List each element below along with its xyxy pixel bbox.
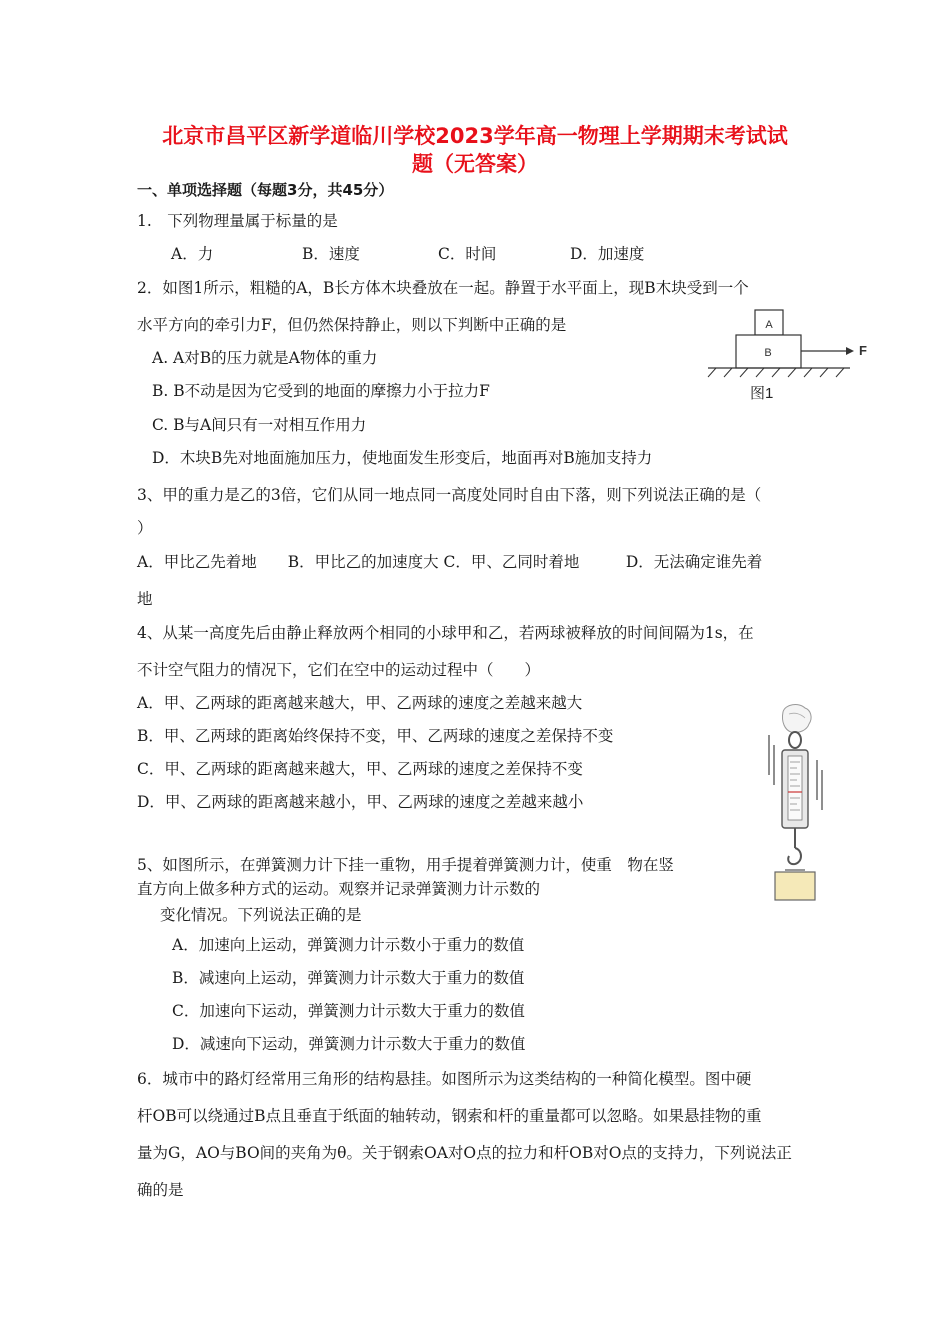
q3-stem-line1: 3、甲的重力是乙的3倍，它们从同一地点同一高度处同时自由下落，则下列说法正确的是（	[137, 486, 762, 504]
q3-stem-line2: ）	[137, 519, 153, 537]
q1-option-c: C．时间	[438, 245, 497, 263]
q2-option-d: D．木块B先对地面施加压力，使地面发生形变后，地面再对B施加支持力	[152, 449, 653, 467]
q4-option-b: B．甲、乙两球的距离始终保持不变，甲、乙两球的速度之差保持不变	[137, 727, 614, 745]
spring-scale-figure	[755, 700, 845, 905]
q6-stem-line1: 6．城市中的路灯经常用三角形的结构悬挂。如图所示为这类结构的一种简化模型。图中硬	[137, 1070, 752, 1088]
q5-stem-line3: 变化情况。下列说法正确的是	[160, 906, 362, 924]
section-heading: 一、单项选择题（每题3分，共45分）	[137, 181, 394, 199]
q2-stem-line1: 2．如图1所示，粗糙的A，B长方体木块叠放在一起。静置于水平面上，现B木块受到一个	[137, 279, 749, 297]
figure-1-caption: 图1	[750, 385, 774, 402]
q5-stem-line2: 直方向上做多种方式的运动。观察并记录弹簧测力计示数的	[137, 880, 541, 898]
q6-stem-line3: 量为G，AO与BO间的夹角为θ。关于钢索OA对O点的拉力和杆OB对O点的支持力，下列说法正	[137, 1144, 792, 1162]
q2-stem-line2: 水平方向的牵引力F，但仍然保持静止，则以下判断中正确的是	[137, 316, 567, 334]
q3-options-cont: 地	[137, 590, 153, 608]
q2-option-a: A. A对B的压力就是A物体的重力	[152, 349, 378, 367]
q6-stem-line2: 杆OB可以绕通过B点且垂直于纸面的轴转动，钢索和杆的重量都可以忽略。如果悬挂物的重	[137, 1107, 762, 1125]
page-title-line2: 题（无答案）	[412, 152, 538, 176]
q5-option-c: C．加速向下运动，弹簧测力计示数大于重力的数值	[172, 1002, 525, 1020]
q1-option-d: D．加速度	[570, 245, 645, 263]
q1-option-a: A．力	[171, 245, 214, 263]
force-f-label: F	[859, 343, 867, 358]
q2-option-b: B. B不动是因为它受到的地面的摩擦力小于拉力F	[152, 382, 490, 400]
q4-stem-line2: 不计空气阻力的情况下，它们在空中的运动过程中（ ）	[137, 661, 541, 679]
q4-option-d: D．甲、乙两球的距离越来越小，甲、乙两球的速度之差越来越小	[137, 793, 584, 811]
block-a-label: A	[765, 319, 773, 331]
q4-stem-line1: 4、从某一高度先后由静止释放两个相同的小球甲和乙，若两球被释放的时间间隔为1s，在	[137, 624, 754, 642]
page-title-line1: 北京市昌平区新学道临川学校2023学年高一物理上学期期末考试试	[162, 124, 788, 148]
q6-stem-line4: 确的是	[137, 1181, 184, 1199]
block-b-label: B	[764, 347, 772, 359]
q2-option-c: C. B与A间只有一对相互作用力	[152, 416, 367, 434]
q5-option-d: D．减速向下运动，弹簧测力计示数大于重力的数值	[172, 1035, 526, 1053]
q5-option-a: A．加速向上运动，弹簧测力计示数小于重力的数值	[172, 936, 525, 954]
q3-options: A．甲比乙先着地 B．甲比乙的加速度大 C．甲、乙同时着地 D．无法确定谁先着	[137, 553, 763, 571]
q4-option-c: C．甲、乙两球的距离越来越大，甲、乙两球的速度之差保持不变	[137, 760, 583, 778]
q1-option-b: B．速度	[302, 245, 360, 263]
q5-option-b: B．减速向上运动，弹簧测力计示数大于重力的数值	[172, 969, 525, 987]
q5-stem-line1: 5、如图所示，在弹簧测力计下挂一重物，用手提着弹簧测力计，使重 物在竖	[137, 856, 674, 874]
q1-stem: 1. 下列物理量属于标量的是	[137, 212, 338, 230]
q4-option-a: A．甲、乙两球的距离越来越大，甲、乙两球的速度之差越来越大	[137, 694, 583, 712]
figure-1-blocks	[700, 305, 875, 405]
